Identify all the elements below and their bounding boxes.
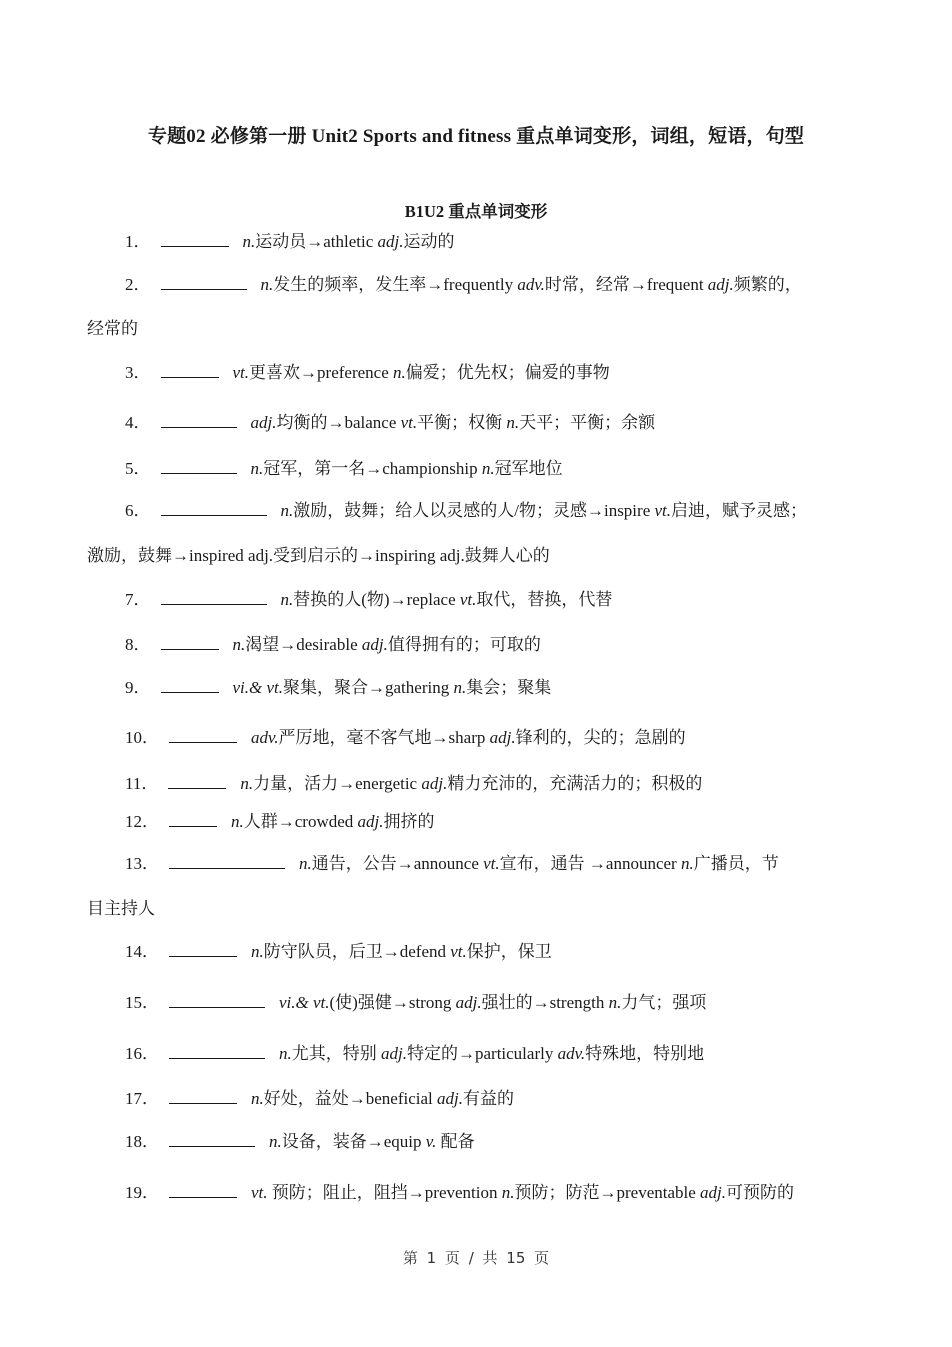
- vocab-item: [125, 457, 563, 480]
- definition-text: 值得拥有的；可取的: [387, 635, 541, 654]
- answer-blank[interactable]: [161, 633, 219, 650]
- part-of-speech: adj.: [421, 774, 448, 793]
- vocab-item: [125, 499, 807, 522]
- answer-blank[interactable]: [161, 411, 237, 428]
- definition-text: 锋利的，尖的；急剧的: [515, 728, 686, 747]
- answer-blank[interactable]: [161, 676, 219, 693]
- vocab-item: [125, 852, 779, 875]
- vocab-item: [125, 810, 435, 833]
- definition-text: 力量，活力→energetic: [253, 774, 422, 793]
- section-heading: B1U2 重点单词变形: [404, 202, 548, 221]
- part-of-speech: n.: [608, 993, 622, 1012]
- vocab-item: [125, 588, 612, 611]
- definition-text: 平衡；权衡: [417, 413, 507, 432]
- vocab-item: [125, 726, 686, 749]
- vocab-item: [125, 676, 551, 699]
- vocab-item: [125, 940, 552, 963]
- vocab-item: [125, 991, 706, 1014]
- answer-blank[interactable]: [169, 991, 265, 1008]
- definition-text: 偏爱；优先权；偏爱的事物: [405, 363, 610, 382]
- definition-text: 拥挤的: [383, 812, 435, 831]
- item-number: 7．: [125, 590, 151, 609]
- definition-text: 强壮的→strength: [481, 993, 609, 1012]
- definition-text: 运动的: [403, 232, 455, 251]
- definition-text: 取代，替换，代替: [476, 590, 613, 609]
- definition-text: 广播员，节: [693, 854, 779, 873]
- item-number: 5．: [125, 459, 151, 478]
- definition-text: 均衡的→balance: [276, 413, 401, 432]
- item-number: 4．: [125, 413, 151, 432]
- definition-text: 激励，鼓舞；给人以灵感的人/物；灵感→inspire: [293, 501, 655, 520]
- part-of-speech: adj.: [361, 635, 388, 654]
- part-of-speech: n.: [280, 501, 294, 520]
- definition-text: 启迪，赋予灵感；: [671, 501, 808, 520]
- definition-text: 通告，公告→announce: [311, 854, 484, 873]
- part-of-speech: n.: [279, 1044, 292, 1063]
- item-number: 8．: [125, 635, 151, 654]
- item-number: 13．: [125, 854, 159, 873]
- item-number: 18．: [125, 1132, 159, 1151]
- item-number: 12．: [125, 812, 159, 831]
- definition-text: 特定的→particularly: [406, 1044, 558, 1063]
- item-number: 16．: [125, 1044, 159, 1063]
- answer-blank[interactable]: [161, 273, 247, 290]
- vocab-item: [125, 1130, 475, 1153]
- part-of-speech: vt.: [483, 854, 500, 873]
- definition-text: 频繁的，: [733, 275, 802, 294]
- part-of-speech: vt.: [251, 1183, 268, 1202]
- vocab-item: [125, 361, 610, 384]
- definition-text: (使)强健→strong: [329, 993, 456, 1012]
- definition-text: 替换的人(物)→replace: [293, 590, 460, 609]
- definition-text: 渴望→desirable: [245, 635, 362, 654]
- answer-blank[interactable]: [161, 499, 267, 516]
- item-number: 9．: [125, 678, 151, 697]
- part-of-speech: n.: [232, 635, 246, 654]
- item-number: 3．: [125, 363, 151, 382]
- part-of-speech: v.: [425, 1132, 437, 1151]
- item-number: 19．: [125, 1183, 159, 1202]
- definition-text: 预防；阻止，阻挡→prevention: [267, 1183, 502, 1202]
- definition-text: 发生的频率，发生率→frequently: [273, 275, 518, 294]
- definition-text: 集会；聚集: [466, 678, 552, 697]
- vocab-item-continuation: 目主持人: [87, 899, 155, 918]
- vocab-item: [125, 230, 455, 253]
- part-of-speech: adj.: [437, 1089, 463, 1108]
- definition-text: 特殊地，特别地: [585, 1044, 705, 1063]
- part-of-speech: n.: [299, 854, 312, 873]
- part-of-speech: n.: [680, 854, 694, 873]
- answer-blank[interactable]: [169, 810, 217, 827]
- part-of-speech: n.: [501, 1183, 515, 1202]
- vocab-item: [125, 273, 802, 296]
- answer-blank[interactable]: [169, 1087, 237, 1104]
- part-of-speech: vi.& vt.: [279, 993, 330, 1012]
- definition-text: 宣布，通告 →announcer: [499, 854, 681, 873]
- part-of-speech: n.: [393, 363, 406, 382]
- part-of-speech: n.: [280, 590, 294, 609]
- item-number: 15．: [125, 993, 159, 1012]
- part-of-speech: n.: [260, 275, 274, 294]
- answer-blank[interactable]: [169, 1130, 255, 1147]
- item-number: 11．: [125, 774, 159, 793]
- part-of-speech: n.: [240, 774, 254, 793]
- answer-blank[interactable]: [161, 457, 237, 474]
- part-of-speech: adj.: [381, 1044, 407, 1063]
- item-number: 2．: [125, 275, 151, 294]
- part-of-speech: adj.: [700, 1183, 727, 1202]
- vocab-item: [125, 411, 655, 434]
- definition-text: 预防；防范→preventable: [514, 1183, 701, 1202]
- definition-text: 可预防的: [726, 1183, 795, 1202]
- part-of-speech: n.: [269, 1132, 282, 1151]
- part-of-speech: vt.: [654, 501, 672, 520]
- part-of-speech: adj.: [250, 413, 277, 432]
- item-number: 17．: [125, 1089, 159, 1108]
- part-of-speech: vt.: [459, 590, 477, 609]
- definition-text: 精力充沛的，充满活力的；积极的: [447, 774, 703, 793]
- answer-blank[interactable]: [169, 940, 237, 957]
- part-of-speech: adj.: [489, 728, 516, 747]
- definition-text: 天平；平衡；余额: [519, 413, 656, 432]
- definition-text: 配备: [436, 1132, 475, 1151]
- part-of-speech: n.: [251, 1089, 264, 1108]
- part-of-speech: adj.: [707, 275, 734, 294]
- definition-text: 尤其，特别: [291, 1044, 381, 1063]
- answer-blank[interactable]: [169, 726, 237, 743]
- definition-text: 力气；强项: [621, 993, 707, 1012]
- definition-text: 设备，装备→equip: [281, 1132, 426, 1151]
- answer-blank[interactable]: [169, 1042, 265, 1059]
- item-number: 1．: [125, 232, 151, 251]
- definition-text: 运动员→athletic: [255, 232, 378, 251]
- vocab-item: [125, 772, 702, 795]
- answer-blank[interactable]: [161, 230, 229, 247]
- part-of-speech: n.: [481, 459, 495, 478]
- vocab-item-continuation: 经常的: [87, 319, 138, 338]
- vocab-item: [125, 633, 541, 656]
- page-footer: 第 1 页 / 共 15 页: [402, 1249, 550, 1267]
- definition-text: 冠军，第一名→championship: [263, 459, 482, 478]
- part-of-speech: n.: [250, 459, 264, 478]
- part-of-speech: n.: [231, 812, 244, 831]
- answer-blank[interactable]: [169, 852, 285, 869]
- definition-text: 时常，经常→frequent: [544, 275, 708, 294]
- item-number: 14．: [125, 942, 159, 961]
- answer-blank[interactable]: [169, 1181, 237, 1198]
- definition-text: 冠军地位: [494, 459, 563, 478]
- definition-text: 严厉地，毫不客气地→sharp: [278, 728, 490, 747]
- part-of-speech: vi.& vt.: [232, 678, 284, 697]
- part-of-speech: adv.: [557, 1044, 586, 1063]
- vocab-item-continuation: 激励，鼓舞→inspired adj.受到启示的→inspiring adj.鼓舞人心的: [87, 546, 550, 565]
- answer-blank[interactable]: [161, 361, 219, 378]
- part-of-speech: adj.: [455, 993, 482, 1012]
- vocab-item: [125, 1181, 794, 1204]
- definition-text: 防守队员，后卫→defend: [263, 942, 451, 961]
- part-of-speech: n.: [453, 678, 467, 697]
- item-number: 10．: [125, 728, 159, 747]
- part-of-speech: n.: [251, 942, 264, 961]
- vocab-item: [125, 1087, 514, 1110]
- part-of-speech: n.: [506, 413, 520, 432]
- part-of-speech: adj.: [377, 232, 404, 251]
- definition-text: 聚集，聚合→gathering: [283, 678, 454, 697]
- part-of-speech: adv.: [517, 275, 545, 294]
- item-number: 6．: [125, 501, 151, 520]
- definition-text: 有益的: [463, 1089, 514, 1108]
- definition-text: 保护，保卫: [466, 942, 552, 961]
- part-of-speech: adj.: [357, 812, 384, 831]
- vocab-item: [125, 1042, 704, 1065]
- part-of-speech: adv.: [251, 728, 279, 747]
- answer-blank[interactable]: [161, 588, 267, 605]
- document-title: 专题02 必修第一册 Unit2 Sports and fitness 重点单词变形，词组，短语，句型: [147, 126, 805, 147]
- definition-text: 人群→crowded: [243, 812, 358, 831]
- part-of-speech: vt.: [232, 363, 250, 382]
- answer-blank[interactable]: [168, 772, 226, 789]
- definition-text: 好处，益处→beneficial: [263, 1089, 438, 1108]
- part-of-speech: vt.: [450, 942, 467, 961]
- part-of-speech: n.: [242, 232, 256, 251]
- part-of-speech: vt.: [400, 413, 418, 432]
- definition-text: 更喜欢→preference: [249, 363, 393, 382]
